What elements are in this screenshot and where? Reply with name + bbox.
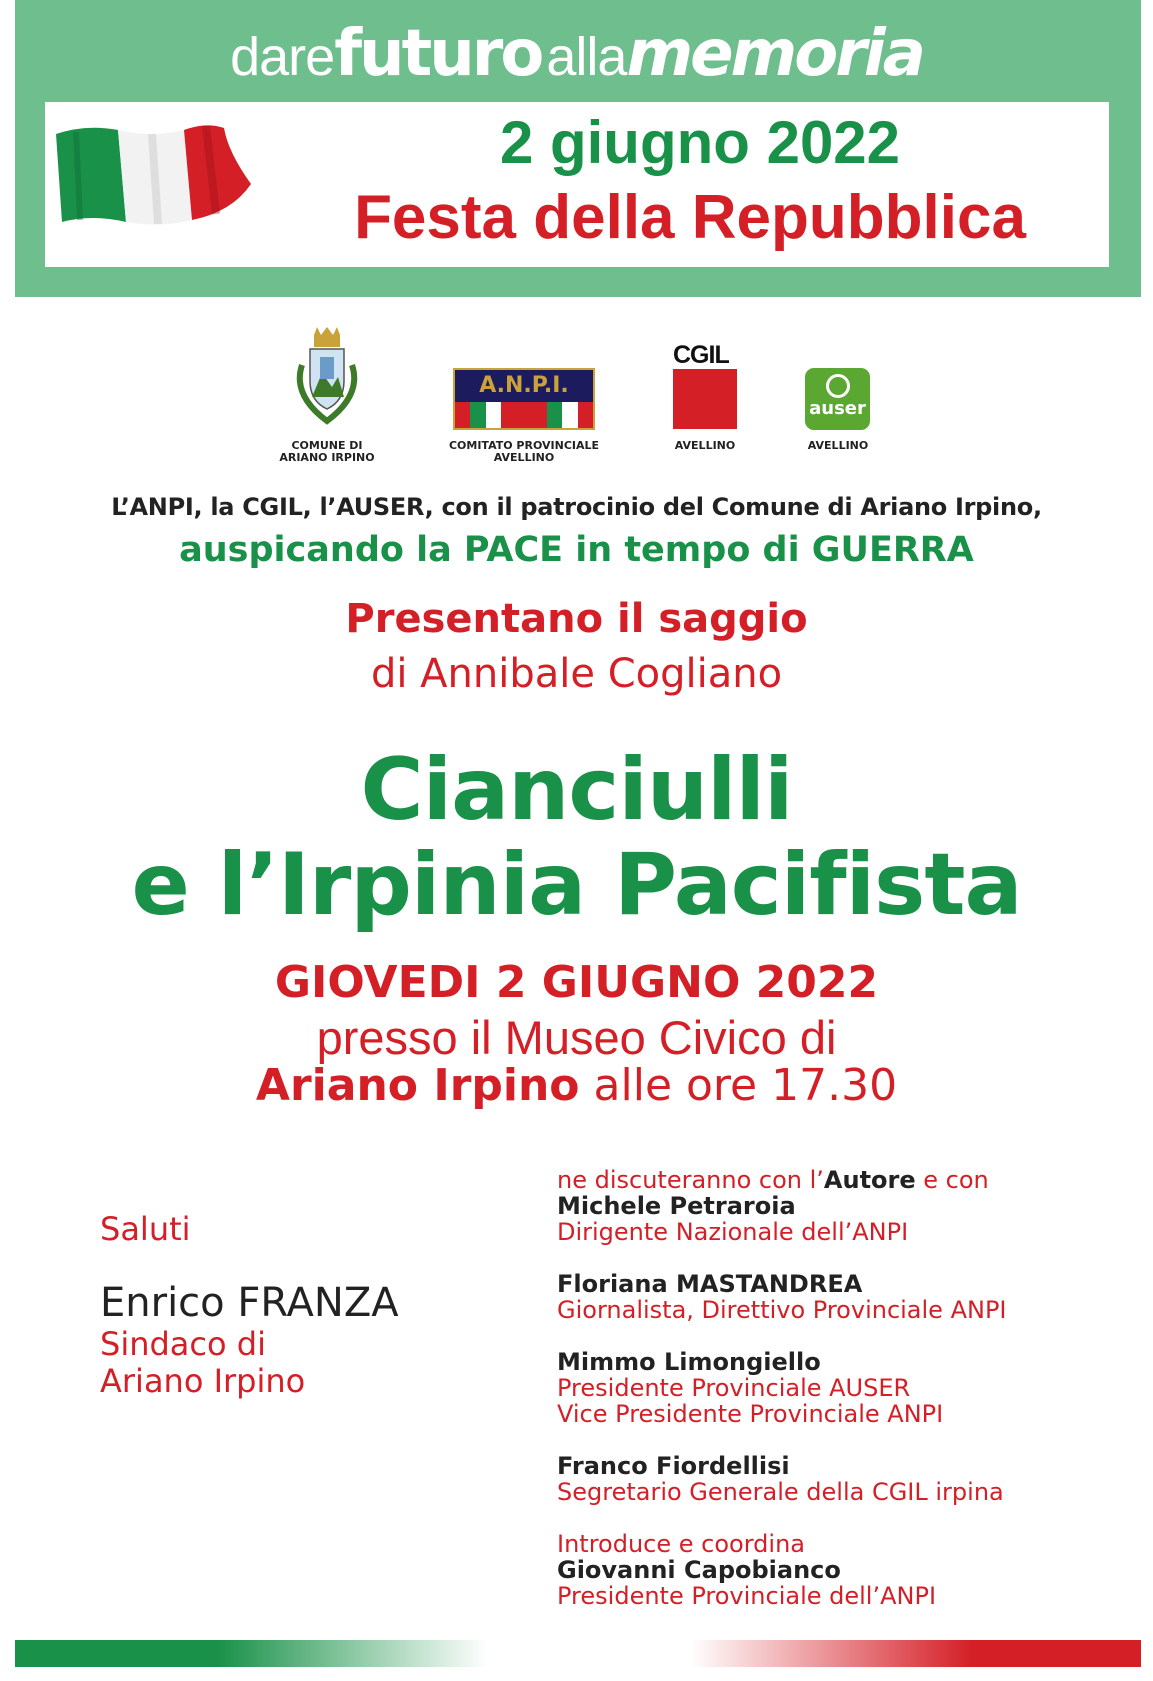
discussion-intro [557,1168,989,1192]
event-place-time [0,1060,1153,1111]
speaker-role: Vice Presidente Provinciale ANPI [557,1400,944,1428]
present-line2: di Annibale Cogliano [370,651,783,697]
speaker-role: Dirigente Nazionale dell’ANPI [557,1218,909,1246]
cgil-logo-text: CGIL [673,341,729,369]
discussion-intro-pre: ne discuteranno con l’ [557,1166,824,1194]
discussion-intro-post: e con [915,1166,989,1194]
speaker-name: Michele Petraroia [557,1192,796,1220]
event-date: GIOVEDI 2 GIUGNO 2022 [274,957,879,1008]
speaker-role: Segretario Generale della CGIL irpina [557,1478,1004,1506]
coat-of-arms-icon [288,325,366,425]
auser-logo-text: auser [809,398,866,419]
peace-text: auspicando la PACE in tempo di GUERRA [179,530,974,570]
speaker-role: Giornalista, Direttivo Provinciale ANPI [557,1296,1007,1324]
book-title-line2: e l’Irpinia Pacifista [131,835,1022,935]
cgil-logo-icon [673,341,737,429]
speaker-name: Mimmo Limongiello [557,1348,821,1376]
intro-text: L’ANPI, la CGIL, l’AUSER, con il patrocinio del Comune di Ariano Irpino, [111,493,1042,521]
discussion-intro-author: Autore [823,1166,916,1194]
slogan-part2: futuro [334,17,542,91]
auser-logo-icon [805,368,870,430]
tricolor-bar [15,1640,1141,1667]
slogan-part3: alla [546,27,627,87]
header-date: 2 giugno 2022 [499,109,901,176]
moderator-name: Giovanni Capobianco [557,1556,841,1584]
anpi-logo-text: A.N.P.I. [479,373,569,398]
moderator-role: Presidente Provinciale dell’ANPI [557,1582,937,1610]
greetings-label: Saluti [100,1210,191,1248]
mayor-role-line1: Sindaco di [100,1325,266,1363]
italian-flag-icon [56,122,256,227]
logo-caption-auser: AVELLINO [807,439,869,452]
logo-caption-cgil: AVELLINO [674,439,736,452]
book-title-line1: Cianciulli [360,740,793,840]
caption-line: AVELLINO [493,451,555,464]
logo-caption-comune [257,440,397,464]
speaker-name: Franco Fiordellisi [557,1452,790,1480]
header-festival: Festa della Repubblica [354,183,1026,252]
caption-line: COMITATO PROVINCIALE [448,439,600,452]
slogan-part4: memoria [626,17,923,91]
anpi-logo-icon [453,368,595,430]
moderator-label: Introduce e coordina [557,1530,805,1558]
slogan [0,17,1153,91]
mayor-name: Enrico FRANZA [100,1280,399,1326]
slogan-part1: dare [230,27,335,87]
event-place: Ariano Irpino [255,1060,580,1111]
logo-caption-anpi [434,440,614,464]
caption-line: ARIANO IRPINO [279,451,375,464]
present-line1: Presentano il saggio [345,596,808,642]
mayor-role-line2: Ariano Irpino [100,1362,306,1400]
event-time: alle ore 17.30 [593,1060,898,1111]
speaker-name: Floriana MASTANDREA [557,1270,863,1298]
speaker-role: Presidente Provinciale AUSER [557,1374,911,1402]
event-venue: presso il Museo Civico di [316,1011,837,1064]
caption-line: COMUNE DI [291,439,363,452]
